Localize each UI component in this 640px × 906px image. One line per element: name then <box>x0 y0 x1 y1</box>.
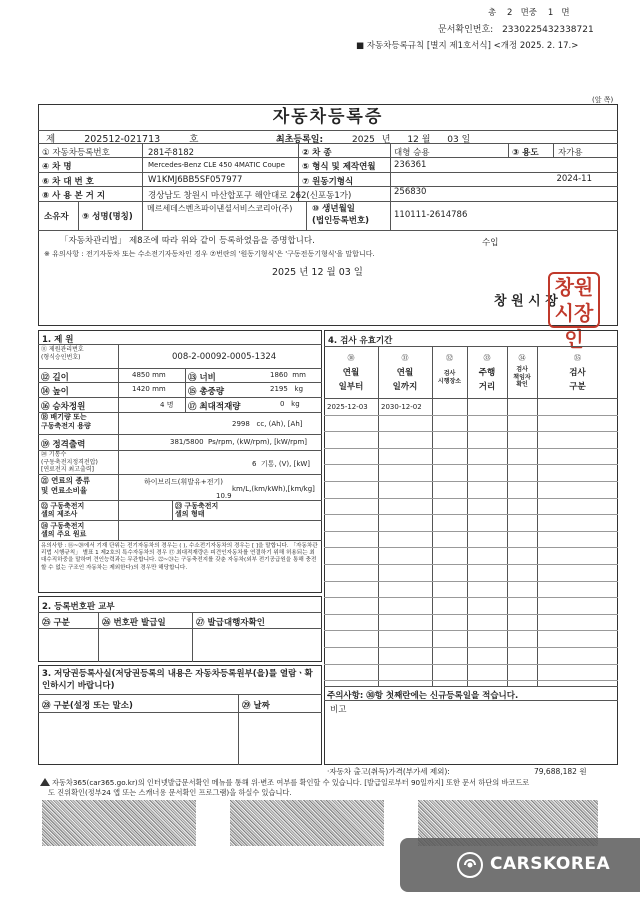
gross-weight-value: 2195 kg <box>270 385 304 393</box>
footer-line1: 자동차365(car365.go.kr)의 인터넷발급문서확인 메뉴를 통해 위·변조 여부를 확인할 수 있습니다. [발급일로부터 90일까지] 또한 문서 하단의 바코드로 <box>52 778 530 787</box>
fuel-type-value: 하이브리드(휘발유+전기) <box>144 478 223 486</box>
rated-output-label: ⑲ 정격출력 <box>41 440 86 450</box>
width-value: 1860 mm <box>270 371 306 379</box>
page-count: 총 2 면중 1 면 <box>488 8 570 18</box>
inspection-row-line <box>324 614 618 615</box>
manufacture-date: 2024-11 <box>556 174 592 184</box>
model-name-label: ④ 차 명 <box>42 162 72 172</box>
inspection-row-line <box>324 581 618 582</box>
capacity-label: ⑯ 승차정원 <box>41 402 86 412</box>
owner-name-value: 메르세데스벤츠파이낸셜서비스코리아(주) <box>147 204 293 213</box>
inspection-row-line <box>324 531 618 532</box>
spec-notes: 유의사항 : ⑯~⑳에서 기재 단위는 전기자동차의 경우는 ( ), 수소전기자동차의 경우는 [ ]을 말합니다. 「자동차관리법 시행규칙」 별표 1 제2호의 특수자동차의 경우 ⑰ 최대적재량은 피견인자동차를 연결하기 위해 허용되는 최대수직하중을 말하며 견인능력과는 무관합니다. ㉒~㉔는 구동축전지를 갖춘 자동차(외부 전기공급원을 통해 충전할 수 없는 구조인 자동차는 제외한다)의 경우만 해당합니다. <box>41 543 318 571</box>
price-value: 79,688,182 원 <box>534 767 587 776</box>
first-registration-label: 최초등록일: <box>276 135 324 145</box>
cell-maker-label: ㉒ 구동축전지 셀의 제조사 <box>41 502 85 518</box>
certification-statement: 「자동차관리법」 제8조에 따라 위와 같이 등록하였음을 증명합니다. <box>60 236 315 246</box>
inspection-row-line <box>324 514 618 515</box>
fuel-label: ㉑ 연료의 종류 및 연료소비율 <box>41 476 90 495</box>
length-value: 4850 mm <box>132 371 166 379</box>
col35-header: 검사 구분 <box>569 368 586 392</box>
vehicle-type-label: ② 차 종 <box>302 148 332 158</box>
rule-reference: ■ 자동차등록규칙 [별지 제1호서식] <개정 2025. 2. 17.> <box>356 41 579 51</box>
cylinders-value: 6 기통, (V), [kW] <box>252 460 311 468</box>
col31-number: ㉛ <box>401 354 409 362</box>
spec-mgmt-no-label: ⑪ 제원관리번호 (형식승인번호) <box>41 346 84 361</box>
fuel-efficiency-value: 10.9 <box>216 492 232 500</box>
barcode-left <box>42 800 196 846</box>
mortgage-type-label: ㉘ 구분(설정 또는 말소) <box>42 701 133 711</box>
official-seal: 창원 시장인 <box>548 272 600 328</box>
gross-weight-label: ⑮ 총중량 <box>188 387 225 397</box>
cert-number: 제 202512-021713 호 <box>46 134 199 145</box>
capacity-value: 4 명 <box>160 401 174 409</box>
base-location-label: ⑧ 사 용 본 거 지 <box>42 191 106 201</box>
displacement-label: ⑱ 배기량 또는 구동축전지 용량 <box>41 413 91 430</box>
cell-material-label: ㉔ 구동축전지 셀의 주요 원료 <box>41 522 87 538</box>
engine-type-label: ⑦ 원동기형식 <box>302 177 354 187</box>
col34-number: ㉞ <box>518 354 526 362</box>
inspection-to-date: 2030-12-02 <box>381 403 422 411</box>
spec-section-title: 1. 제 원 <box>42 335 74 345</box>
inspection-row-line <box>324 680 618 681</box>
col35-number: ㉟ <box>574 354 581 362</box>
inspection-row-line <box>324 431 618 432</box>
engine-type-value: 256830 <box>394 187 427 197</box>
warning-triangle-icon <box>40 778 50 786</box>
inspection-row-line <box>324 547 618 548</box>
col31-header: 연월 일까지 <box>392 368 418 392</box>
inspection-row-line <box>324 630 618 631</box>
issue-date: 2025 년 12 월 03 일 <box>272 267 363 278</box>
footer-line2: 도 진위확인(정부24 앱 또는 스캐너용 문서확인 프로그램)을 하실수 있습니다. <box>48 788 292 797</box>
doc-confirm: 문서확인번호: 2330225432338721 <box>438 25 594 35</box>
col32-number: ㉜ <box>446 354 453 362</box>
birth-corp-label: ⑩ 생년월일 (법인등록번호) <box>312 204 370 226</box>
vin-label: ⑥ 차 대 번 호 <box>42 177 94 187</box>
max-load-value: 0 kg <box>280 400 300 408</box>
rated-output-value: 381/5800 Ps/rpm, (kW/rpm), [kW/rpm] <box>170 438 308 446</box>
col30-number: ㉚ <box>347 354 355 362</box>
mortgage-section-title: 3. 저당권등록사실(저당권등록의 내용은 자동차등록원부(을)를 열람ㆍ확인하시기 바랍니다) <box>42 669 313 691</box>
max-load-label: ⑰ 최대적재량 <box>188 402 241 412</box>
inspection-caution: 주의사항: ㉚항 첫째란에는 신규등록일을 적습니다. <box>327 691 519 701</box>
vehicle-type-value: 대형 승용 <box>394 148 430 158</box>
reg-number-value: 281주8182 <box>148 148 195 158</box>
col33-number: ㉝ <box>483 354 491 362</box>
col32-header: 검사 시행장소 <box>437 370 462 385</box>
carskorea-watermark <box>400 838 640 892</box>
income-stamp-text: 수입 <box>482 238 499 248</box>
vin-value: W1KMJ6BB5SF057977 <box>148 175 243 185</box>
col34-header: 검사 책임자 확인 <box>513 366 531 388</box>
usage-value: 자가용 <box>558 148 583 158</box>
inspection-section-title: 4. 검사 유효기간 <box>328 336 393 346</box>
inspection-row-line <box>324 647 618 648</box>
height-label: ⑭ 높이 <box>41 387 69 397</box>
inspection-row-line <box>324 464 618 465</box>
height-value: 1420 mm <box>132 385 166 393</box>
barcode-middle <box>230 800 384 846</box>
owner-label: 소유자 <box>44 212 69 222</box>
inspection-row-line <box>324 448 618 449</box>
type-year-label: ⑤ 형식 및 제작연월 <box>302 162 376 172</box>
type-value: 236361 <box>394 160 427 170</box>
fuel-efficiency-unit: km/L,(km/kWh),[km/kg] <box>232 485 315 493</box>
col33-header: 주행 거리 <box>478 368 496 392</box>
plate-type-label: ㉕ 구분 <box>42 618 70 628</box>
carskorea-logo-icon <box>456 851 484 879</box>
inspection-from-date: 2025-12-03 <box>327 403 368 411</box>
inspection-row-line <box>324 564 618 565</box>
cylinders-label: ⑳ 기통수 (구동축전지정격전압) [연료전지 최고출력] <box>41 451 98 473</box>
owner-name-label: ⑨ 성명(명칭) <box>82 212 133 222</box>
document-title: 자동차등록증 <box>272 107 384 127</box>
ev-notice: ※ 유의사항 : 전기자동차 또는 수소전기자동차인 경우 ⑦번란의 '원동기형식'은 '구동전동기형식'을 말합니다. <box>44 250 375 258</box>
inspection-row-line <box>324 415 618 416</box>
spec-mgmt-no-value: 008-2-00092-0005-1324 <box>172 352 277 362</box>
cell-form-label: ㉓ 구동축전지 셀의 형태 <box>175 502 219 518</box>
mortgage-date-label: ㉙ 날짜 <box>242 701 270 711</box>
col30-header: 연월 일부터 <box>338 368 364 392</box>
remarks-label: 비고 <box>330 705 347 715</box>
inspection-row-line <box>324 481 618 482</box>
price-label: ·자동차 출고(취득)가격(부가세 제외): <box>327 767 450 776</box>
reg-number-label: ① 자동차등록번호 <box>42 148 110 158</box>
inspection-row-line <box>324 498 618 499</box>
model-name-value: Mercedes-Benz CLE 450 4MATIC Coupe <box>148 161 285 169</box>
displacement-value: 2998 cc, (Ah), [Ah] <box>232 420 303 428</box>
usage-label: ③ 용도 <box>512 148 539 158</box>
inspection-row-line <box>324 597 618 598</box>
length-label: ⑫ 길이 <box>41 373 69 383</box>
brand-name: CARSKOREA <box>490 854 611 874</box>
first-registration-date: 2025 년 12 월 03 일 <box>352 135 471 145</box>
base-location-value: 경상남도 창원시 마산합포구 해안대로 262(신포동1가) <box>148 191 352 201</box>
birth-corp-value: 110111-2614786 <box>394 210 468 220</box>
plate-agent-label: ㉗ 발급대행자확인 <box>196 618 265 628</box>
plate-section-title: 2. 등록번호판 교부 <box>42 602 115 612</box>
front-side-label: (앞 쪽) <box>592 96 614 104</box>
width-label: ⑬ 너비 <box>188 373 216 383</box>
inspection-row-line <box>324 664 618 665</box>
plate-issue-date-label: ㉖ 번호판 발급일 <box>102 618 166 628</box>
issuer-name: 창 원 시 장 <box>494 294 558 309</box>
